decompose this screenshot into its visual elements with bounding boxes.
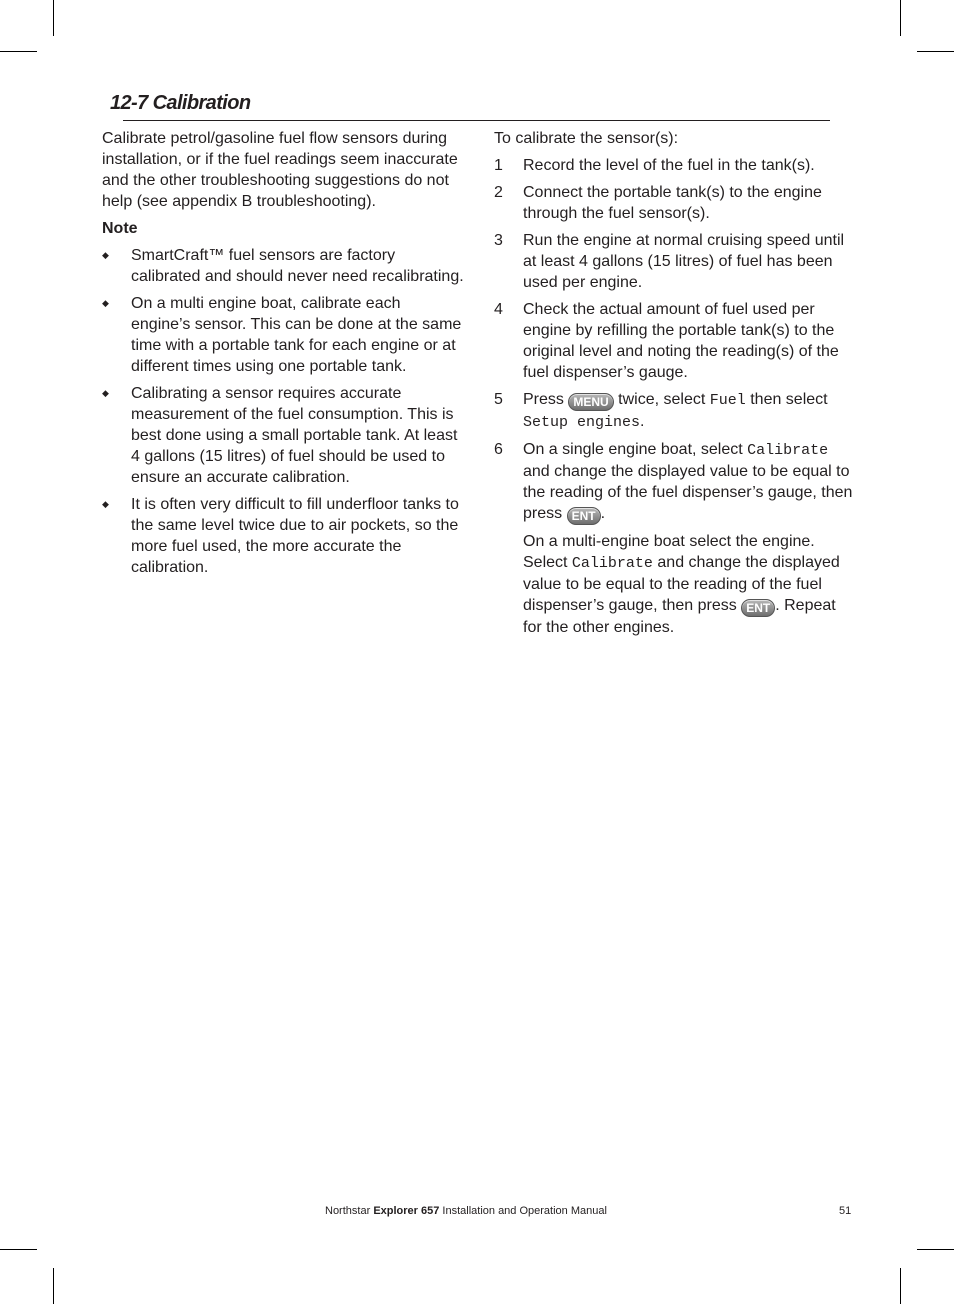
crop-mark — [0, 51, 37, 52]
step-number: 1 — [494, 157, 503, 174]
step-number: 3 — [494, 232, 503, 249]
crop-mark — [900, 1268, 901, 1304]
bullet-icon: ◆ — [102, 298, 109, 308]
footer-title — [325, 1204, 607, 1218]
steps-intro: To calibrate the sensor(s): — [494, 130, 679, 147]
step-text-post: and change the displayed value to be equal to the reading of the fuel dispenser’s gauge, then press — [523, 463, 853, 522]
step-item — [494, 182, 856, 224]
note-heading: Note — [102, 220, 138, 237]
section-title: 12-7 Calibration — [110, 92, 251, 114]
step-text: Run the engine at normal cruising speed until at least 4 gallons (15 litres) of fuel has been used per engine. — [523, 232, 845, 291]
note-list — [102, 245, 464, 578]
bullet-text: SmartCraft™ fuel sensors are factory calibrated and should never need recalibrating. — [131, 247, 464, 285]
menu-key-icon: MENU — [568, 393, 613, 411]
list-item — [102, 245, 464, 287]
step-number: 4 — [494, 301, 503, 318]
sub-text-pre: On a multi-engine boat select the engine. Select — [523, 533, 815, 571]
crop-mark — [900, 0, 901, 36]
step-text-press: Press — [523, 391, 564, 408]
step-item — [494, 299, 856, 383]
sub-text-post: and change the displayed value to be equal to the reading of the fuel dispenser’s gauge, then press — [523, 554, 840, 614]
step-text: Check the actual amount of fuel used per engine by refilling the portable tank(s) to the original level and noting the reading(s) of the fuel dispenser’s gauge. — [523, 301, 839, 381]
step-item — [494, 155, 856, 176]
list-item — [102, 494, 464, 578]
step-text-mid: twice, select — [618, 391, 706, 408]
footer-brand: Northstar — [325, 1205, 371, 1217]
intro-paragraph: Calibrate petrol/gasoline fuel flow sensors during installation, or if the fuel readings seem inaccurate and the other troubleshooting suggestions do not help (see appendix B troubleshooting). — [102, 130, 458, 210]
page-number: 51 — [839, 1205, 852, 1217]
step-item — [494, 230, 856, 293]
bullet-text: It is often very difficult to fill underfloor tanks to the same level twice due to air pockets, so the more fuel used, the more accurate the calibration. — [131, 496, 459, 576]
bullet-icon: ◆ — [102, 250, 109, 260]
step-item — [494, 389, 856, 433]
list-item — [102, 383, 464, 488]
bullet-icon: ◆ — [102, 388, 109, 398]
crop-mark — [0, 1249, 37, 1250]
step-text-pre: On a single engine boat, select — [523, 441, 743, 458]
list-item — [102, 293, 464, 377]
footer-suffix: Installation and Operation Manual — [442, 1205, 607, 1217]
menu-option-setup-engines: Setup engines — [523, 414, 641, 431]
step-number: 2 — [494, 184, 503, 201]
ent-key-icon: ENT — [567, 507, 601, 525]
bullet-text: Calibrating a sensor requires accurate measurement of the fuel consumption. This is best done using a small portable tank. At least 4 gallons (15 litres) of fuel should be used to ensure an accurate calibration. — [131, 385, 458, 486]
bullet-text: On a multi engine boat, calibrate each engine’s sensor. This can be done at the same time with a portable tank for each engine or at different times using one portable tank. — [131, 295, 462, 375]
footer-product: Explorer 657 — [373, 1205, 440, 1217]
step-item — [494, 439, 856, 638]
title-rule — [123, 120, 830, 121]
ent-key-icon: ENT — [741, 599, 775, 617]
crop-mark — [53, 1268, 54, 1304]
steps-list — [494, 155, 856, 638]
step-text: Record the level of the fuel in the tank(s). — [523, 157, 815, 174]
crop-mark — [917, 51, 954, 52]
menu-option-fuel: Fuel — [709, 392, 746, 409]
step-sub-paragraph — [523, 531, 856, 638]
step-number: 6 — [494, 441, 503, 458]
left-column — [102, 128, 464, 584]
step-text-end: . — [640, 413, 645, 430]
menu-option-calibrate: Calibrate — [571, 555, 653, 572]
crop-mark — [917, 1249, 954, 1250]
sub-text-end: . Repeat for the other engines. — [523, 597, 836, 636]
right-column — [494, 128, 856, 644]
crop-mark — [53, 0, 54, 36]
step-number: 5 — [494, 391, 503, 408]
step-text-end: . — [600, 505, 606, 522]
menu-option-calibrate: Calibrate — [747, 442, 829, 459]
step-text-mid2: then select — [750, 391, 828, 408]
step-text: Connect the portable tank(s) to the engine through the fuel sensor(s). — [523, 184, 822, 222]
bullet-icon: ◆ — [102, 499, 109, 509]
